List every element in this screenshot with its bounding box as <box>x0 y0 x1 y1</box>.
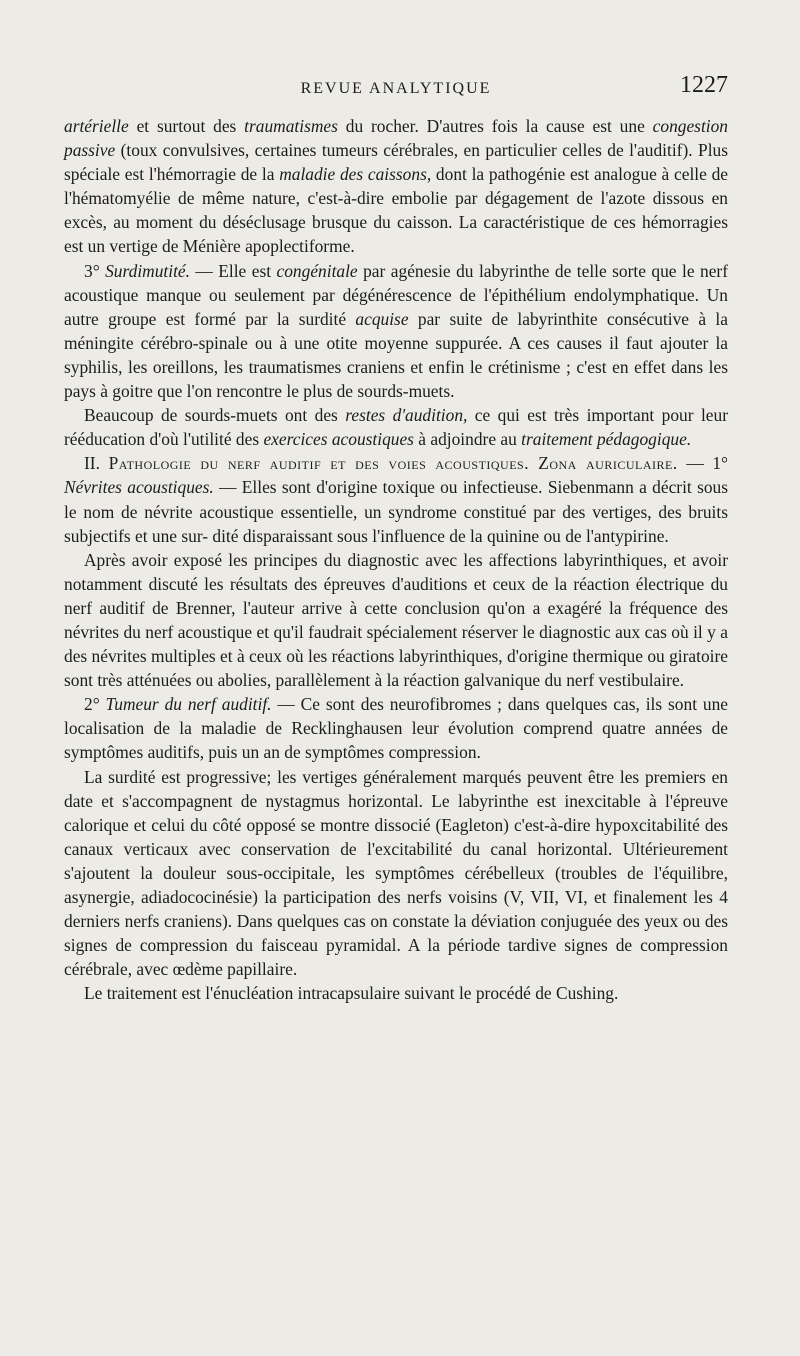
italic-text: traumatismes <box>244 116 338 136</box>
text-run: à adjoindre au <box>413 429 522 450</box>
italic-text: congénitale <box>276 260 358 281</box>
text-run: et surtout des <box>128 116 245 136</box>
text-run: dont la pathogénie est analogue à celle de l'hématomyélie de même nature, c'est-à-dire embolie par dégagement de l'azote dissous en excès, au moment du déséclusage brusque du caisson. La caractéristique de ces hémorragies est un vertige de Ménière apoplectiforme. <box>64 164 728 257</box>
paragraph <box>64 692 728 764</box>
italic-text: maladie des caissons, <box>279 164 432 185</box>
text-run: II. <box>84 453 109 474</box>
text-body <box>64 114 728 1005</box>
italic-text: Névrites acoustiques. <box>64 477 214 498</box>
paragraph <box>64 981 728 1005</box>
italic-text: traitement pédagogique. <box>521 429 692 450</box>
italic-text: restes d'audition, <box>345 405 468 426</box>
section-heading: Pathologie du nerf auditif et des voies acoustiques. Zona auriculaire. <box>108 453 678 474</box>
paragraph <box>64 548 728 693</box>
text-run: Le traitement est l'énucléation intracapsulaire suivant le procédé de Cushing. <box>84 983 619 1004</box>
italic-text: Surdimutité. <box>105 260 190 281</box>
paragraph <box>64 259 728 404</box>
text-run: — Elle est <box>189 260 277 281</box>
text-run: par agénesie du labyrinthe de telle sorte que le nerf acoustique manque ou seulement par dégénérescence de l'épithélium endolymphatique. Un autre groupe est formé par la surdité <box>64 260 728 329</box>
text-run: — Ce sont des neurofibromes ; dans quelques cas, ils sont une localisation de la maladie de Recklinghausen leur évolution comprend quatre années de symptômes auditifs, puis un an de symptômes compression. <box>64 694 729 763</box>
text-run: ce qui est très important pour leur rééducation d'où l'utilité des <box>64 405 728 450</box>
text-run: — Elles sont d'origine toxique ou infectieuse. Siebenmann a décrit sous le nom de névrite acoustique essentielle, un syndrome constitué par des vertiges, des bruits subjectifs et une sur- dité disparaissant sous l'influence de la quinine ou de l'antypirine. <box>64 477 728 546</box>
running-head <box>64 72 728 104</box>
paragraph <box>64 114 728 259</box>
text-run: 3° <box>84 260 106 281</box>
text-run: — 1° <box>677 453 728 474</box>
paragraph <box>64 403 728 451</box>
header-title: REVUE ANALYTIQUE <box>300 80 492 97</box>
text-run: du rocher. D'autres fois la cause est une <box>337 116 653 136</box>
text-run: par suite de labyrinthite consécutive à la méningite cérébro-spinale ou à une otite moyenne suppurée. A ces causes il faut ajouter la syphilis, les oreillons, les traumatismes craniens et enfin le crétinisme ; c'est en effet dans les pays à goitre que l'on rencontre le plus de sourds-muets. <box>64 308 728 402</box>
text-run: 2° <box>84 694 106 715</box>
italic-text: acquise <box>355 308 409 329</box>
italic-text: Tumeur du nerf auditif. <box>105 694 272 715</box>
italic-text: artérielle <box>64 116 129 136</box>
page-number: 1227 <box>680 72 728 98</box>
text-run: (toux convulsives, certaines tumeurs cérébrales, en particulier celles de l'auditif). Plus spéciale est l'hémorragie de la <box>64 140 728 185</box>
italic-text: exercices acoustiques <box>263 429 414 450</box>
text-run: Après avoir exposé les principes du diagnostic avec les affections labyrinthiques, et avoir notamment discuté les résultats des épreuves d'auditions et ceux de la réaction électrique du nerf auditif de Brenner, l'auteur arrive à cette conclusion qu'on a exagéré la fréquence des névrites du nerf acoustique et qu'il faudrait spécialement réserver le diagnostic aux cas où il y a des névrites multiples et à ceux où les réactions labyrinthiques, d'origine thermique ou giratoire sont très atténuées ou abolies, parallèlement à la réaction galvanique du nerf vestibulaire. <box>64 549 728 691</box>
italic-text: congestion passive <box>64 116 729 161</box>
paragraph <box>64 765 728 982</box>
text-run: La surdité est progressive; les vertiges généralement marqués peuvent être les premiers en date et s'accompagnent de nystagmus horizontal. Le labyrinthe est inexcitable à l'épreuve calorique et celui du côté opposé se montre dissocié (Eagleton) c'est-à-dire hypoxcitabilité des canaux verticaux avec conservation de l'excitabilité du canal horizontal. Ultérieurement s'ajoutent la douleur sous-occipitale, les symptômes cérébelleux (troubles de l'équilibre, asynergie, adiadococinésie) la participation des nerfs voisins (V, VII, VI, et finalement les 4 derniers nerfs craniens). Dans quelques cas on constate la déviation conjuguée des yeux ou des signes de compression du faisceau pyramidal. A la période tardive signes de compression cérébrale, avec œdème papillaire. <box>64 766 728 980</box>
text-run: Beaucoup de sourds-muets ont des <box>84 405 346 426</box>
paragraph <box>64 451 728 547</box>
